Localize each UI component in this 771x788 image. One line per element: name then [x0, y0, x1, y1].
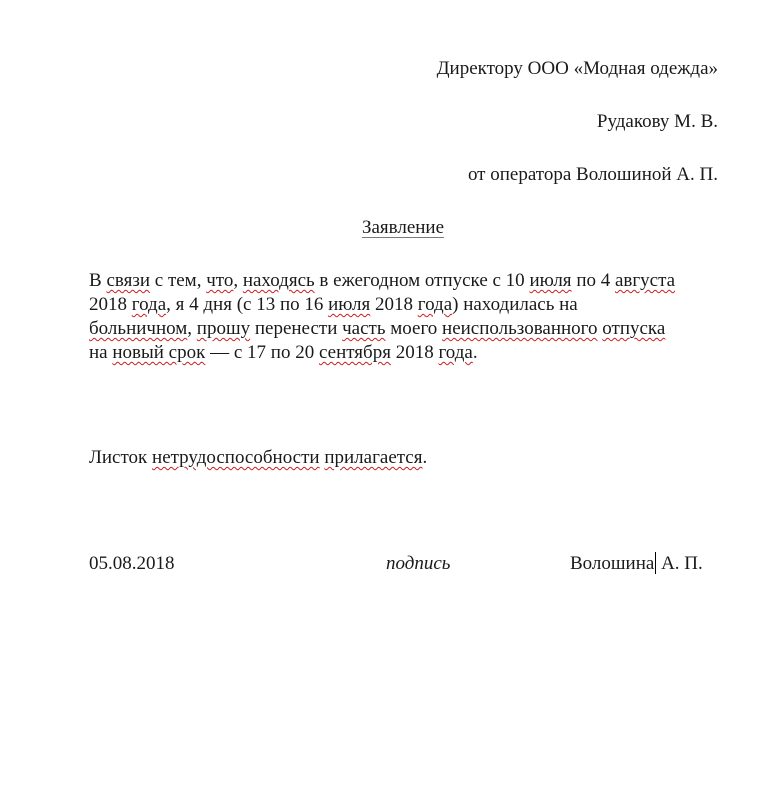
document-title: Заявление	[361, 217, 445, 238]
body-row-3: больничном, прошу перенести часть моего неиспользованного отпуска	[89, 318, 666, 339]
addressee-line-2: Рудакову М. В.	[596, 111, 718, 132]
body-row-1: В связи с тем, что, находясь в ежегодном отпуске с 10 июля по 4 августа	[89, 270, 676, 291]
addressee-line-1: Директору ООО «Модная одежда»	[436, 58, 718, 79]
body-row-4: на новый срок — с 17 по 20 сентября 2018 года.	[89, 342, 478, 363]
signer-name: Волошина А. П.	[570, 553, 703, 574]
body-row-2: 2018 года, я 4 дня (с 13 по 16 июля 2018 года) находилась на	[89, 294, 578, 315]
attachment-line: Листок нетрудоспособности прилагается.	[89, 447, 428, 468]
signature-label: подпись	[386, 553, 451, 574]
from-line: от оператора Волошиной А. П.	[467, 164, 718, 185]
body-paragraph	[89, 269, 729, 365]
date-field: 05.08.2018	[89, 553, 175, 574]
